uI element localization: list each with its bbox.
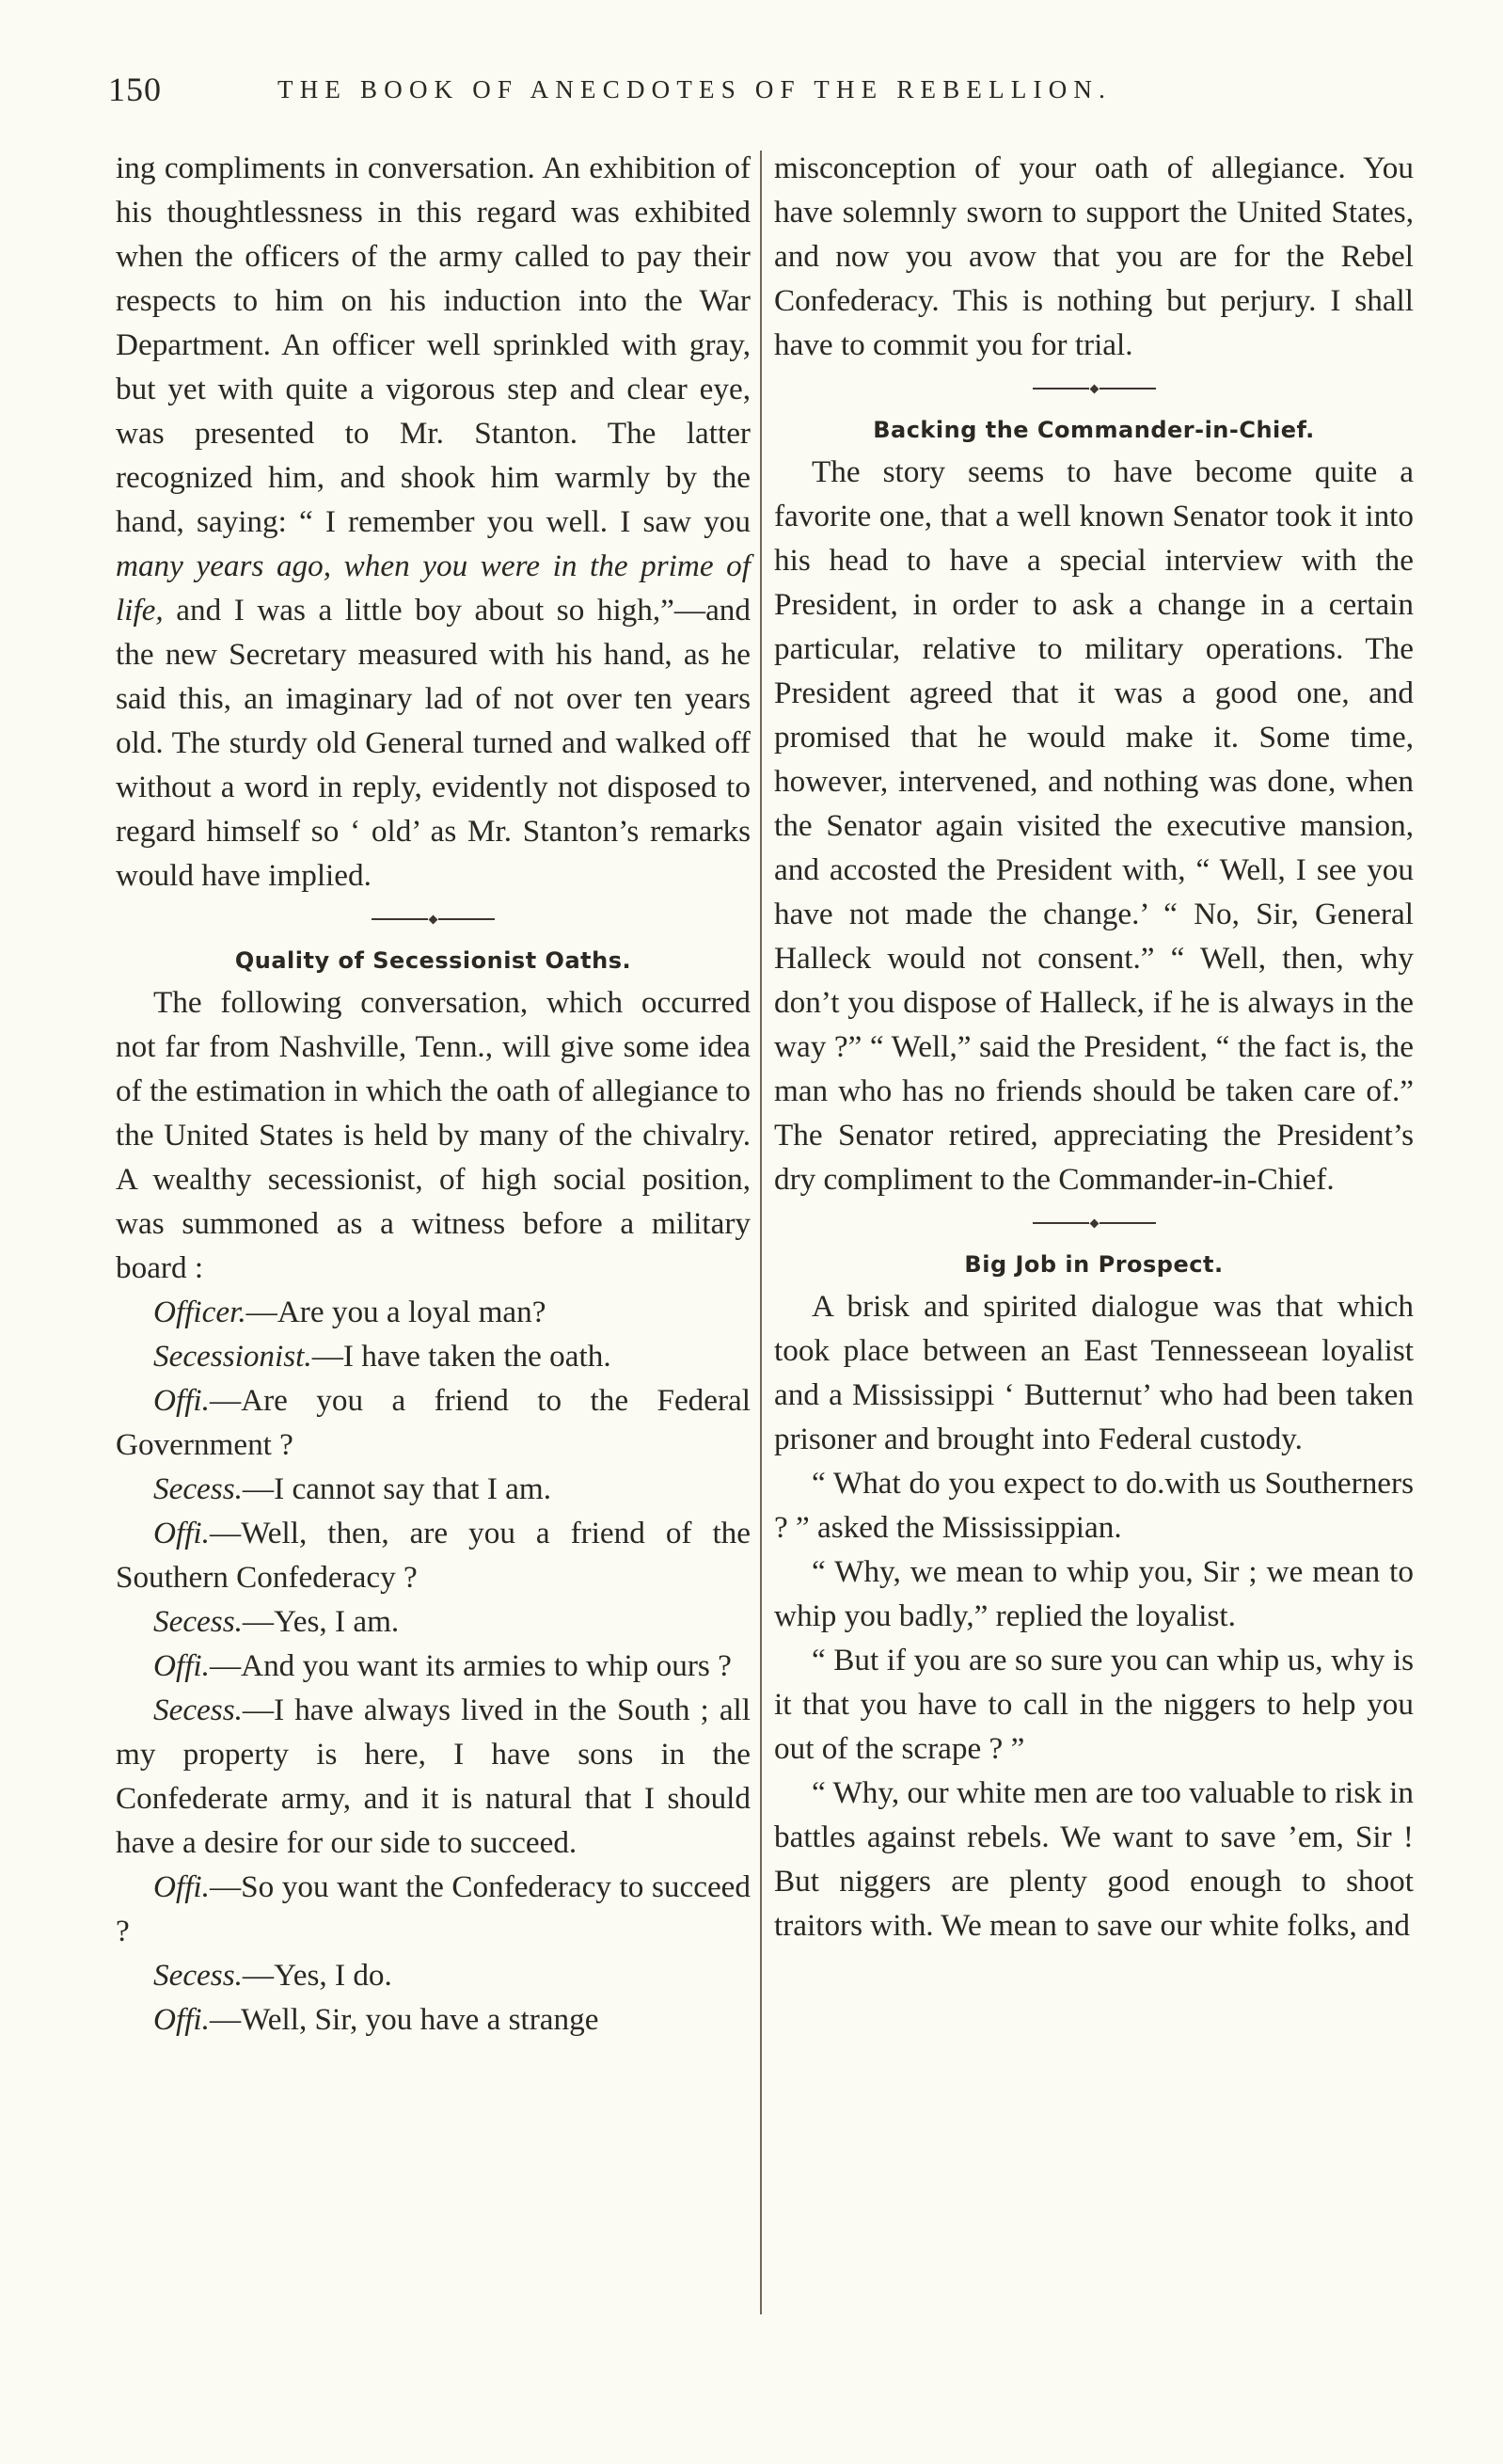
dialogue-speaker: Offi. bbox=[153, 1516, 210, 1550]
section3-paragraph: “ What do you expect to do.with us Southerners ? ” asked the Mississippian. bbox=[774, 1466, 1414, 1545]
dialogue-line bbox=[116, 1599, 751, 1644]
dialogue-speaker: Secessionist. bbox=[153, 1339, 312, 1374]
section2-paragraph: The story seems to have become quite a favorite one, that a well known Senator took it into his head to have a special interview with the President, in order to ask a change in a certain particular, relative to military operations. The President agreed that it was a good one, and promised that he would make it. Some time, however, intervened, and nothing was done, when the Senator again visited the executive mansion, and accosted the President with, “ Well, I see you have not made the change.’ “ No, Sir, General Halleck would not consent.” “ Well, then, why don’t you dispose of Halleck, if he is always in the way ?” “ Well,” said the President, “ the fact is, the man who has no friends should be taken care of.” The Senator retired, appreciating the President’s dry compliment to the Commander-in-Chief. bbox=[774, 454, 1414, 1197]
dialogue-speaker: Offi. bbox=[153, 2002, 210, 2037]
dialogue-line bbox=[116, 1467, 751, 1511]
dialogue-text: —I have always lived in the South ; all my property is here, I have sons in the Confederate army, and it is natural that I should have a desire for our side to succeed. bbox=[116, 1693, 751, 1860]
dialogue-text: —Are you a friend to the Federal Government ? bbox=[116, 1383, 751, 1462]
dialogue-line bbox=[116, 1953, 751, 1997]
section3-paragraph: “ Why, we mean to whip you, Sir ; we mean to whip you badly,” replied the loyalist. bbox=[774, 1554, 1414, 1633]
dialogue-speaker: Secess. bbox=[153, 1471, 243, 1506]
dialogue-speaker: Offi. bbox=[153, 1869, 210, 1904]
page-header bbox=[108, 70, 1256, 117]
section-heading-big-job: Big Job in Prospect. bbox=[964, 1251, 1224, 1278]
dialogue-speaker: Offi. bbox=[153, 1383, 210, 1418]
dialogue-speaker: Offi. bbox=[153, 1648, 210, 1683]
dialogue-line bbox=[116, 1334, 751, 1378]
right-column bbox=[774, 146, 1414, 1947]
dialogue-speaker: Secess. bbox=[153, 1958, 243, 1993]
dialogue-text: —I cannot say that I am. bbox=[242, 1471, 552, 1506]
section-heading-commander-in-chief: Backing the Commander-in-Chief. bbox=[873, 417, 1315, 443]
dialogue-text: —And you want its armies to whip ours ? bbox=[209, 1648, 732, 1683]
dialogue-speaker: Secess. bbox=[153, 1604, 243, 1639]
dialogue-line bbox=[116, 1688, 751, 1865]
section3-paragraph: A brisk and spirited dialogue was that which took place between an East Tennesseean loyalist and a Mississippi ‘ Butternut’ who had been taken prisoner and brought into Federal custody. bbox=[774, 1289, 1414, 1456]
column-divider bbox=[760, 151, 762, 2314]
opening-text-end: and I was a little boy about so high,”—and the new Secretary measured with his hand, as he said this, an imaginary lad of not over ten years old. The sturdy old General turned and walked off without a word in reply, evidently not disposed to regard himself so ‘ old’ as Mr. Stanton’s remarks would have implied. bbox=[116, 593, 751, 893]
dialogue-text: —Are you a loyal man? bbox=[245, 1295, 546, 1329]
opening-text: ing compliments in conversation. An exhibition of his thoughtlessness in this regard was exhibited when the officers of the army called to pay their respects to him on his induction into the War Department. An officer well sprinkled with gray, but yet with quite a vigorous step and clear eye, was presented to Mr. Stanton. The latter recognized him, and shook him warmly by the hand, saying: “ I remember you well. I saw you bbox=[116, 151, 751, 539]
dialogue-line bbox=[116, 1865, 751, 1953]
continuation-paragraph: misconception of your oath of allegiance. You have solemnly sworn to support the United States, and now you avow that you are for the Rebel Confederacy. This is nothing but perjury. I shall have to commit you for trial. bbox=[774, 151, 1414, 362]
section-ornament bbox=[774, 1201, 1414, 1245]
section-heading-secessionist-oaths: Quality of Secessionist Oaths. bbox=[234, 947, 632, 974]
section-ornament bbox=[774, 367, 1414, 410]
section-ornament bbox=[116, 898, 751, 941]
dialogue-text: —I have taken the oath. bbox=[311, 1339, 611, 1374]
opening-paragraph bbox=[116, 146, 751, 898]
dialogue-line bbox=[116, 1644, 751, 1688]
dialogue-line bbox=[116, 1997, 751, 2042]
section3-paragraph: “ But if you are so sure you can whip us, why is it that you have to call in the niggers to help you out of the scrape ? ” bbox=[774, 1643, 1414, 1766]
opening-italic-quote: many years ago, when you were in the prime of life, bbox=[116, 548, 751, 628]
running-title: THE BOOK OF ANECDOTES OF THE REBELLION. bbox=[277, 75, 1113, 103]
dialogue-text: —Well, Sir, you have a strange bbox=[209, 2002, 599, 2037]
dialogue-list bbox=[116, 1290, 751, 2042]
left-column bbox=[116, 146, 751, 2042]
dialogue-text: —Yes, I am. bbox=[242, 1604, 400, 1639]
dialogue-text: —Yes, I do. bbox=[242, 1958, 392, 1993]
dialogue-line bbox=[116, 1378, 751, 1467]
dialogue-line bbox=[116, 1511, 751, 1599]
section-intro-paragraph: The following conversation, which occurred not far from Nashville, Tenn., will give some idea of the estimation in which the oath of allegiance to the United States is held by many of the chivalry. A wealthy secessionist, of high social position, was summoned as a witness before a military board : bbox=[116, 985, 751, 1285]
page-number: 150 bbox=[108, 71, 162, 108]
dialogue-speaker: Secess. bbox=[153, 1693, 243, 1727]
section3-paragraph: “ Why, our white men are too valuable to risk in battles against rebels. We want to save ’em, Sir ! But niggers are plenty good enough to shoot traitors with. We mean to save our white folks, and bbox=[774, 1775, 1414, 1943]
dialogue-speaker: Officer. bbox=[153, 1295, 246, 1329]
dialogue-text: —So you want the Confederacy to succeed ? bbox=[116, 1869, 751, 1948]
dialogue-text: —Well, then, are you a friend of the Southern Confederacy ? bbox=[116, 1516, 751, 1595]
dialogue-line bbox=[116, 1290, 751, 1334]
